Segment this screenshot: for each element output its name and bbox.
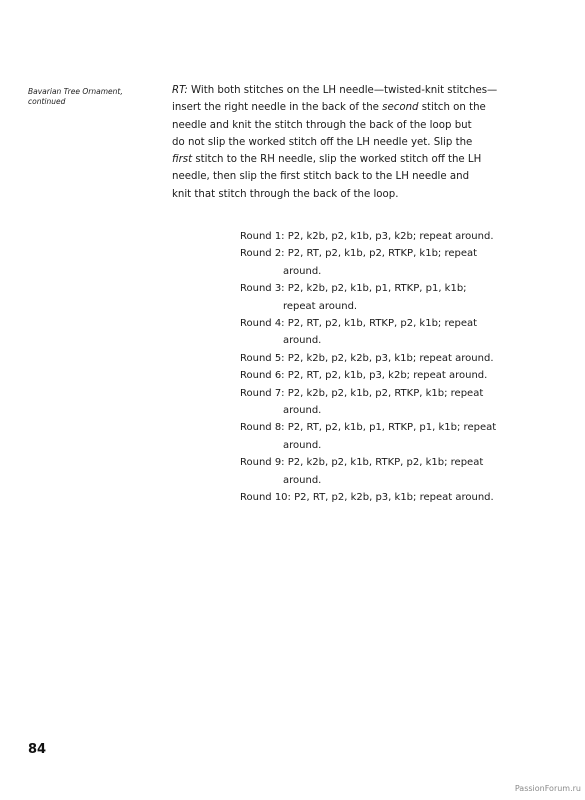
round-instruction: Round 1: P2, k2b, p2, k1b, p3, k2b; repeat around. — [240, 231, 494, 242]
intro-emphasis: RT: — [172, 85, 188, 96]
intro-text: needle and knit the stitch through the back of the loop but — [172, 119, 472, 131]
round-continuation: around. — [283, 474, 322, 486]
round-instruction: Round 8: P2, RT, p2, k1b, p1, RTKP, p1, k1b; repeat — [240, 422, 497, 434]
intro-line — [172, 99, 528, 116]
intro-text: stitch on the — [418, 102, 486, 114]
sidenote-title: Bavarian Tree Ornament, — [28, 87, 123, 96]
intro-text: knit that stitch through the back of the loop. — [172, 188, 399, 200]
intro-line — [172, 151, 528, 168]
round-continuation: around. — [283, 265, 322, 277]
intro-line — [172, 134, 528, 151]
intro-text: insert the right needle in the back of the — [172, 102, 383, 114]
intro-emphasis: second — [382, 102, 419, 114]
round-continuation: around. — [283, 335, 322, 347]
round-continuation: around. — [283, 405, 322, 417]
intro-text: needle, then slip the first stitch back to the LH needle and — [172, 171, 470, 183]
round-instruction: Round 3: P2, k2b, p2, k1b, p1, RTKP, p1, k1b; — [240, 283, 467, 295]
round-continuation: repeat around. — [283, 300, 358, 312]
round-instruction: Round 5: P2, k2b, p2, k2b, p3, k1b; repeat around. — [240, 352, 494, 364]
intro-text: do not slip the worked stitch off the LH needle yet. Slip the — [172, 136, 473, 148]
watermark: PassionForum.ru — [514, 784, 581, 793]
round-instruction: Round 2: P2, RT, p2, k1b, p2, RTKP, k1b; repeat — [240, 248, 478, 260]
sidenote — [28, 87, 158, 107]
sidenote-continued: continued — [28, 97, 66, 106]
intro-text: With both stitches on the LH needle—twisted-knit stitches— — [187, 85, 498, 96]
page-number: 84 — [28, 742, 47, 757]
rounds-list — [240, 228, 540, 507]
intro-line — [172, 168, 528, 185]
intro-text: stitch to the RH needle, slip the worked stitch off the LH — [192, 154, 482, 166]
round-instruction: Round 7: P2, k2b, p2, k1b, p2, RTKP, k1b; repeat — [240, 387, 484, 399]
intro-line — [172, 117, 528, 134]
round-instruction: Round 9: P2, k2b, p2, k1b, RTKP, p2, k1b; repeat — [240, 457, 484, 469]
round-continuation: around. — [283, 439, 322, 451]
round-instruction: Round 10: P2, RT, p2, k2b, p3, k1b; repeat around. — [240, 492, 494, 504]
intro-emphasis: first — [172, 154, 193, 166]
intro-line — [172, 186, 528, 203]
round-instruction: Round 4: P2, RT, p2, k1b, RTKP, p2, k1b; repeat — [240, 318, 478, 330]
round-instruction: Round 6: P2, RT, p2, k1b, p3, k2b; repeat around. — [240, 370, 488, 382]
intro-paragraph — [172, 82, 528, 203]
intro-line — [172, 82, 528, 99]
